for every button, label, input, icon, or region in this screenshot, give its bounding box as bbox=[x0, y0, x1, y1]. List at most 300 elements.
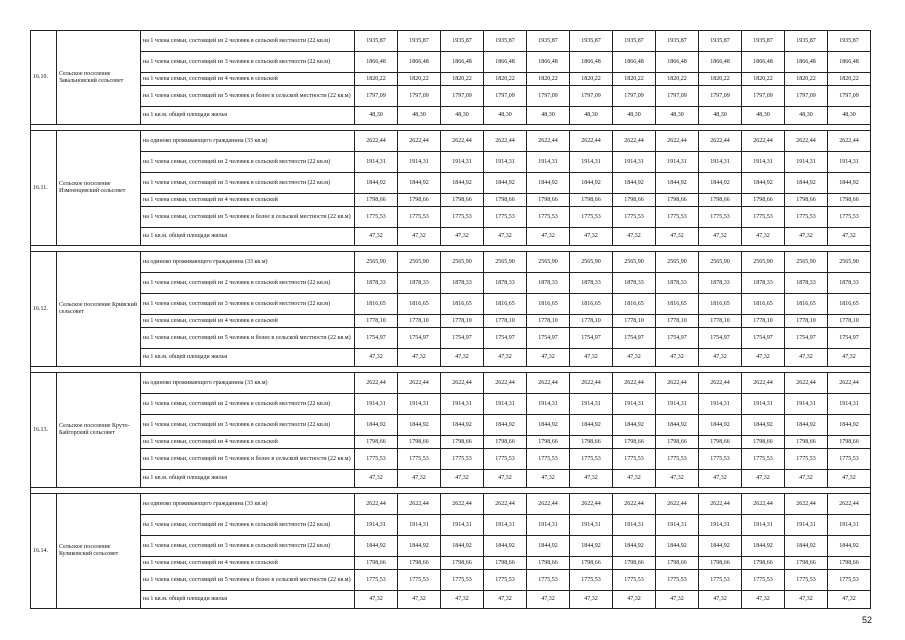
value-cell: 1844,92 bbox=[785, 415, 828, 436]
value-cell: 1778,10 bbox=[527, 315, 570, 328]
value-cell: 1844,92 bbox=[785, 536, 828, 557]
page-number: 52 bbox=[862, 615, 873, 625]
value-cell: 1798,66 bbox=[355, 557, 398, 570]
norm-label: на 1 члена семьи, состоящей из 3 человек в сельской местности (22 кв.м) bbox=[141, 294, 355, 315]
settlement-name: Сельское поселение Измоенцевский сельсовет bbox=[57, 131, 141, 246]
value-cell: 2565,90 bbox=[656, 252, 699, 273]
table-row bbox=[31, 194, 871, 207]
value-cell: 1844,92 bbox=[441, 173, 484, 194]
value-cell: 47,32 bbox=[742, 349, 785, 367]
value-cell: 47,32 bbox=[484, 591, 527, 609]
value-cell: 2622,44 bbox=[484, 131, 527, 152]
value-cell: 2622,44 bbox=[398, 494, 441, 515]
value-cell: 1778,10 bbox=[355, 315, 398, 328]
norm-label: на 1 члена семьи, состоящей из 4 человек в сельской bbox=[141, 73, 355, 86]
value-cell: 1935,87 bbox=[828, 31, 871, 52]
section-index: 16.14. bbox=[31, 494, 57, 609]
value-cell: 2622,44 bbox=[785, 373, 828, 394]
value-cell: 48,30 bbox=[527, 107, 570, 125]
value-cell: 1798,66 bbox=[527, 194, 570, 207]
value-cell: 1797,09 bbox=[570, 86, 613, 107]
value-cell: 1775,53 bbox=[484, 207, 527, 228]
value-cell: 1844,92 bbox=[656, 173, 699, 194]
value-cell: 48,30 bbox=[613, 107, 656, 125]
value-cell: 1844,92 bbox=[785, 173, 828, 194]
table-row bbox=[31, 349, 871, 367]
value-cell: 1798,66 bbox=[398, 194, 441, 207]
value-cell: 1798,66 bbox=[613, 436, 656, 449]
norm-label: на 1 члена семьи, состоящей из 5 человек и более в сельской местности (22 кв.м) bbox=[141, 449, 355, 470]
value-cell: 1914,31 bbox=[742, 152, 785, 173]
value-cell: 2622,44 bbox=[484, 494, 527, 515]
value-cell: 1775,53 bbox=[785, 449, 828, 470]
value-cell: 1914,31 bbox=[742, 515, 785, 536]
value-cell: 1775,53 bbox=[570, 570, 613, 591]
value-cell: 1798,66 bbox=[742, 436, 785, 449]
value-cell: 47,32 bbox=[656, 228, 699, 246]
value-cell: 1754,97 bbox=[484, 328, 527, 349]
value-cell: 2622,44 bbox=[613, 494, 656, 515]
value-cell: 1844,92 bbox=[570, 415, 613, 436]
value-cell: 1754,97 bbox=[828, 328, 871, 349]
table-row bbox=[31, 228, 871, 246]
value-cell: 1844,92 bbox=[656, 536, 699, 557]
value-cell: 1935,87 bbox=[785, 31, 828, 52]
value-cell: 1844,92 bbox=[613, 536, 656, 557]
norm-label: на одиноко проживающего гражданина (33 кв.м) bbox=[141, 252, 355, 273]
value-cell: 1844,92 bbox=[355, 536, 398, 557]
value-cell: 2622,44 bbox=[613, 373, 656, 394]
value-cell: 1778,10 bbox=[441, 315, 484, 328]
value-cell: 47,32 bbox=[613, 349, 656, 367]
value-cell: 1775,53 bbox=[613, 207, 656, 228]
value-cell: 1775,53 bbox=[484, 570, 527, 591]
table-row bbox=[31, 52, 871, 73]
value-cell: 1797,09 bbox=[441, 86, 484, 107]
value-cell: 1797,09 bbox=[355, 86, 398, 107]
value-cell: 1775,53 bbox=[742, 207, 785, 228]
value-cell: 2622,44 bbox=[699, 131, 742, 152]
table-row bbox=[31, 570, 871, 591]
value-cell: 1798,66 bbox=[613, 194, 656, 207]
value-cell: 2565,90 bbox=[699, 252, 742, 273]
value-cell: 1797,09 bbox=[484, 86, 527, 107]
value-cell: 1798,66 bbox=[355, 436, 398, 449]
value-cell: 1798,66 bbox=[355, 194, 398, 207]
value-cell: 1935,87 bbox=[613, 31, 656, 52]
value-cell: 47,32 bbox=[527, 591, 570, 609]
value-cell: 1775,53 bbox=[699, 570, 742, 591]
value-cell: 47,32 bbox=[613, 470, 656, 488]
value-cell: 1775,53 bbox=[527, 207, 570, 228]
section-index: 16.12. bbox=[31, 252, 57, 367]
value-cell: 1797,09 bbox=[742, 86, 785, 107]
value-cell: 1844,92 bbox=[355, 415, 398, 436]
table-row bbox=[31, 494, 871, 515]
table-row bbox=[31, 131, 871, 152]
value-cell: 1844,92 bbox=[742, 536, 785, 557]
value-cell: 1914,31 bbox=[441, 515, 484, 536]
value-cell: 1914,31 bbox=[484, 152, 527, 173]
value-cell: 1816,65 bbox=[570, 294, 613, 315]
value-cell: 1914,31 bbox=[355, 515, 398, 536]
value-cell: 47,32 bbox=[699, 470, 742, 488]
value-cell: 47,32 bbox=[441, 349, 484, 367]
table-row bbox=[31, 557, 871, 570]
value-cell: 2565,90 bbox=[785, 252, 828, 273]
value-cell: 1914,31 bbox=[570, 515, 613, 536]
value-cell: 47,32 bbox=[484, 228, 527, 246]
value-cell: 1878,33 bbox=[613, 273, 656, 294]
value-cell: 1844,92 bbox=[699, 536, 742, 557]
table-row bbox=[31, 415, 871, 436]
value-cell: 1935,87 bbox=[656, 31, 699, 52]
value-cell: 1844,92 bbox=[484, 536, 527, 557]
value-cell: 1798,66 bbox=[656, 557, 699, 570]
value-cell: 47,32 bbox=[828, 470, 871, 488]
value-cell: 1798,66 bbox=[785, 436, 828, 449]
value-cell: 1914,31 bbox=[785, 394, 828, 415]
value-cell: 1914,31 bbox=[742, 394, 785, 415]
value-cell: 1754,97 bbox=[656, 328, 699, 349]
value-cell: 1798,66 bbox=[613, 557, 656, 570]
value-cell: 1844,92 bbox=[699, 415, 742, 436]
value-cell: 1778,10 bbox=[828, 315, 871, 328]
value-cell: 1844,92 bbox=[484, 415, 527, 436]
value-cell: 1775,53 bbox=[441, 449, 484, 470]
value-cell: 1844,92 bbox=[398, 173, 441, 194]
value-cell: 1878,33 bbox=[527, 273, 570, 294]
value-cell: 1754,97 bbox=[699, 328, 742, 349]
value-cell: 1914,31 bbox=[828, 515, 871, 536]
table-row bbox=[31, 173, 871, 194]
table-row bbox=[31, 315, 871, 328]
norm-label: на 1 члена семьи, состоящей из 2 человек в сельской местности (22 кв.м) bbox=[141, 31, 355, 52]
norm-label: на одиноко проживающего гражданина (33 кв.м) bbox=[141, 494, 355, 515]
value-cell: 1914,31 bbox=[398, 152, 441, 173]
value-cell: 1914,31 bbox=[828, 152, 871, 173]
value-cell: 2622,44 bbox=[527, 494, 570, 515]
value-cell: 1866,48 bbox=[570, 52, 613, 73]
norm-label: на 1 члена семьи, состоящей из 3 человек в сельской местности (22 кв.м) bbox=[141, 52, 355, 73]
value-cell: 1816,65 bbox=[785, 294, 828, 315]
norm-label: на 1 члена семьи, состоящей из 2 человек в сельской местности (22 кв.м) bbox=[141, 273, 355, 294]
value-cell: 1914,31 bbox=[613, 152, 656, 173]
value-cell: 1775,53 bbox=[398, 207, 441, 228]
norm-label: на 1 кв.м. общей площади жилья bbox=[141, 107, 355, 125]
value-cell: 1778,10 bbox=[785, 315, 828, 328]
norm-label: на 1 кв.м. общей площади жилья bbox=[141, 591, 355, 609]
value-cell: 2622,44 bbox=[828, 131, 871, 152]
value-cell: 47,32 bbox=[484, 470, 527, 488]
value-cell: 1844,92 bbox=[398, 415, 441, 436]
value-cell: 1798,66 bbox=[441, 194, 484, 207]
value-cell: 1798,66 bbox=[527, 557, 570, 570]
value-cell: 1798,66 bbox=[742, 194, 785, 207]
norm-label: на 1 члена семьи, состоящей из 2 человек в сельской местности (22 кв.м) bbox=[141, 515, 355, 536]
value-cell: 1820,22 bbox=[656, 73, 699, 86]
value-cell: 2622,44 bbox=[398, 373, 441, 394]
value-cell: 1754,97 bbox=[613, 328, 656, 349]
value-cell: 47,32 bbox=[441, 591, 484, 609]
value-cell: 1914,31 bbox=[699, 152, 742, 173]
value-cell: 1914,31 bbox=[398, 394, 441, 415]
value-cell: 1935,87 bbox=[355, 31, 398, 52]
value-cell: 1878,33 bbox=[699, 273, 742, 294]
value-cell: 1914,31 bbox=[355, 394, 398, 415]
value-cell: 1820,22 bbox=[828, 73, 871, 86]
value-cell: 47,32 bbox=[613, 591, 656, 609]
value-cell: 1914,31 bbox=[828, 394, 871, 415]
value-cell: 1866,48 bbox=[742, 52, 785, 73]
value-cell: 1798,66 bbox=[441, 436, 484, 449]
value-cell: 1816,65 bbox=[613, 294, 656, 315]
table-row bbox=[31, 436, 871, 449]
value-cell: 47,32 bbox=[785, 228, 828, 246]
value-cell: 1816,65 bbox=[398, 294, 441, 315]
value-cell: 1754,97 bbox=[742, 328, 785, 349]
value-cell: 47,32 bbox=[398, 349, 441, 367]
value-cell: 48,30 bbox=[785, 107, 828, 125]
value-cell: 1775,53 bbox=[441, 207, 484, 228]
value-cell: 2622,44 bbox=[613, 131, 656, 152]
value-cell: 1844,92 bbox=[355, 173, 398, 194]
value-cell: 1866,48 bbox=[355, 52, 398, 73]
table-row bbox=[31, 449, 871, 470]
value-cell: 1914,31 bbox=[484, 515, 527, 536]
value-cell: 2622,44 bbox=[785, 131, 828, 152]
value-cell: 1914,31 bbox=[656, 152, 699, 173]
value-cell: 2622,44 bbox=[785, 494, 828, 515]
value-cell: 48,30 bbox=[570, 107, 613, 125]
norm-label: на 1 члена семьи, состоящей из 3 человек в сельской местности (22 кв.м) bbox=[141, 536, 355, 557]
value-cell: 1820,22 bbox=[527, 73, 570, 86]
value-cell: 47,32 bbox=[613, 228, 656, 246]
value-cell: 1775,53 bbox=[656, 449, 699, 470]
value-cell: 1798,66 bbox=[828, 557, 871, 570]
value-cell: 1935,87 bbox=[441, 31, 484, 52]
table-row bbox=[31, 470, 871, 488]
value-cell: 2622,44 bbox=[570, 494, 613, 515]
value-cell: 2622,44 bbox=[527, 131, 570, 152]
value-cell: 1816,65 bbox=[527, 294, 570, 315]
value-cell: 1914,31 bbox=[699, 515, 742, 536]
table-row bbox=[31, 152, 871, 173]
value-cell: 1844,92 bbox=[527, 415, 570, 436]
value-cell: 1797,09 bbox=[828, 86, 871, 107]
value-cell: 1866,48 bbox=[828, 52, 871, 73]
value-cell: 2622,44 bbox=[656, 131, 699, 152]
value-cell: 2565,90 bbox=[828, 252, 871, 273]
value-cell: 2622,44 bbox=[828, 373, 871, 394]
value-cell: 1914,31 bbox=[527, 394, 570, 415]
value-cell: 1775,53 bbox=[828, 207, 871, 228]
value-cell: 1797,09 bbox=[527, 86, 570, 107]
value-cell: 1798,66 bbox=[484, 436, 527, 449]
value-cell: 47,32 bbox=[742, 228, 785, 246]
value-cell: 1798,66 bbox=[742, 557, 785, 570]
value-cell: 1866,48 bbox=[613, 52, 656, 73]
value-cell: 1866,48 bbox=[527, 52, 570, 73]
value-cell: 1798,66 bbox=[699, 436, 742, 449]
value-cell: 47,32 bbox=[570, 591, 613, 609]
value-cell: 2622,44 bbox=[570, 131, 613, 152]
value-cell: 1914,31 bbox=[398, 515, 441, 536]
value-cell: 1775,53 bbox=[699, 449, 742, 470]
value-cell: 1820,22 bbox=[441, 73, 484, 86]
value-cell: 1775,53 bbox=[398, 449, 441, 470]
tariff-table bbox=[30, 30, 871, 609]
value-cell: 47,32 bbox=[785, 349, 828, 367]
value-cell: 1798,66 bbox=[398, 436, 441, 449]
value-cell: 48,30 bbox=[441, 107, 484, 125]
value-cell: 2622,44 bbox=[441, 373, 484, 394]
value-cell: 1844,92 bbox=[527, 173, 570, 194]
value-cell: 1798,66 bbox=[398, 557, 441, 570]
value-cell: 1775,53 bbox=[656, 570, 699, 591]
value-cell: 1775,53 bbox=[656, 207, 699, 228]
value-cell: 1935,87 bbox=[484, 31, 527, 52]
value-cell: 1844,92 bbox=[699, 173, 742, 194]
table-row bbox=[31, 536, 871, 557]
value-cell: 2622,44 bbox=[828, 494, 871, 515]
value-cell: 2622,44 bbox=[656, 494, 699, 515]
value-cell: 1797,09 bbox=[656, 86, 699, 107]
value-cell: 47,32 bbox=[527, 228, 570, 246]
value-cell: 48,30 bbox=[828, 107, 871, 125]
value-cell: 1797,09 bbox=[398, 86, 441, 107]
value-cell: 47,32 bbox=[355, 470, 398, 488]
value-cell: 1844,92 bbox=[484, 173, 527, 194]
value-cell: 47,32 bbox=[699, 349, 742, 367]
value-cell: 1775,53 bbox=[785, 570, 828, 591]
value-cell: 47,32 bbox=[355, 591, 398, 609]
norm-label: на 1 члена семьи, состоящей из 4 человек в сельской bbox=[141, 557, 355, 570]
value-cell: 47,32 bbox=[355, 228, 398, 246]
value-cell: 1914,31 bbox=[656, 515, 699, 536]
value-cell: 47,32 bbox=[656, 470, 699, 488]
value-cell: 1775,53 bbox=[785, 207, 828, 228]
value-cell: 1844,92 bbox=[656, 415, 699, 436]
norm-label: на 1 члена семьи, состоящей из 4 человек в сельской bbox=[141, 436, 355, 449]
value-cell: 48,30 bbox=[699, 107, 742, 125]
norm-label: на 1 члена семьи, состоящей из 4 человек в сельской bbox=[141, 194, 355, 207]
value-cell: 1816,65 bbox=[484, 294, 527, 315]
value-cell: 1866,48 bbox=[785, 52, 828, 73]
value-cell: 1778,10 bbox=[484, 315, 527, 328]
settlement-name: Сельское поселение Куликовский сельсовет bbox=[57, 494, 141, 609]
value-cell: 1798,66 bbox=[527, 436, 570, 449]
value-cell: 2565,90 bbox=[527, 252, 570, 273]
table-row bbox=[31, 73, 871, 86]
value-cell: 2622,44 bbox=[441, 494, 484, 515]
value-cell: 1844,92 bbox=[828, 415, 871, 436]
value-cell: 1914,31 bbox=[785, 515, 828, 536]
value-cell: 1754,97 bbox=[570, 328, 613, 349]
value-cell: 2565,90 bbox=[355, 252, 398, 273]
value-cell: 2622,44 bbox=[527, 373, 570, 394]
norm-label: на 1 члена семьи, состоящей из 3 человек в сельской местности (22 кв.м) bbox=[141, 173, 355, 194]
value-cell: 2622,44 bbox=[699, 373, 742, 394]
value-cell: 1878,33 bbox=[398, 273, 441, 294]
table-row bbox=[31, 107, 871, 125]
value-cell: 47,32 bbox=[656, 591, 699, 609]
value-cell: 1844,92 bbox=[441, 415, 484, 436]
value-cell: 1844,92 bbox=[527, 536, 570, 557]
value-cell: 1844,92 bbox=[570, 173, 613, 194]
value-cell: 1797,09 bbox=[785, 86, 828, 107]
value-cell: 2622,44 bbox=[742, 373, 785, 394]
value-cell: 47,32 bbox=[828, 228, 871, 246]
value-cell: 2565,90 bbox=[398, 252, 441, 273]
value-cell: 47,32 bbox=[828, 349, 871, 367]
value-cell: 1878,33 bbox=[441, 273, 484, 294]
value-cell: 1775,53 bbox=[742, 449, 785, 470]
section-index: 16.11. bbox=[31, 131, 57, 246]
value-cell: 1878,33 bbox=[742, 273, 785, 294]
value-cell: 1844,92 bbox=[613, 173, 656, 194]
value-cell: 1775,53 bbox=[441, 570, 484, 591]
value-cell: 47,32 bbox=[484, 349, 527, 367]
value-cell: 1878,33 bbox=[828, 273, 871, 294]
value-cell: 47,32 bbox=[785, 470, 828, 488]
value-cell: 2622,44 bbox=[484, 373, 527, 394]
settlement-name: Сельское поселение Круто-Байгорский сельсовет bbox=[57, 373, 141, 488]
value-cell: 2622,44 bbox=[355, 131, 398, 152]
value-cell: 1844,92 bbox=[742, 415, 785, 436]
value-cell: 1775,53 bbox=[742, 570, 785, 591]
norm-label: на 1 члена семьи, состоящей из 5 человек и более в сельской местности (22 кв.м) bbox=[141, 86, 355, 107]
value-cell: 1798,66 bbox=[656, 436, 699, 449]
value-cell: 1844,92 bbox=[828, 536, 871, 557]
value-cell: 2622,44 bbox=[398, 131, 441, 152]
value-cell: 1775,53 bbox=[570, 207, 613, 228]
value-cell: 48,30 bbox=[742, 107, 785, 125]
value-cell: 2622,44 bbox=[355, 373, 398, 394]
value-cell: 1775,53 bbox=[699, 207, 742, 228]
value-cell: 47,32 bbox=[785, 591, 828, 609]
table-row bbox=[31, 294, 871, 315]
value-cell: 1820,22 bbox=[355, 73, 398, 86]
value-cell: 1844,92 bbox=[613, 415, 656, 436]
table-row bbox=[31, 273, 871, 294]
norm-label: на одиноко проживающего гражданина (33 кв.м) bbox=[141, 131, 355, 152]
value-cell: 1820,22 bbox=[699, 73, 742, 86]
table-row bbox=[31, 86, 871, 107]
value-cell: 47,32 bbox=[742, 591, 785, 609]
value-cell: 1798,66 bbox=[570, 557, 613, 570]
value-cell: 47,32 bbox=[570, 228, 613, 246]
value-cell: 47,32 bbox=[398, 228, 441, 246]
norm-label: на 1 члена семьи, состоящей из 2 человек в сельской местности (22 кв.м) bbox=[141, 394, 355, 415]
value-cell: 1816,65 bbox=[828, 294, 871, 315]
settlement-name: Сельское поселение Завальновский сельсовет bbox=[57, 31, 141, 125]
value-cell: 1820,22 bbox=[398, 73, 441, 86]
value-cell: 2565,90 bbox=[613, 252, 656, 273]
value-cell: 1914,31 bbox=[527, 152, 570, 173]
table-row bbox=[31, 515, 871, 536]
value-cell: 1798,66 bbox=[699, 194, 742, 207]
table-row bbox=[31, 394, 871, 415]
value-cell: 47,32 bbox=[570, 470, 613, 488]
table-row bbox=[31, 373, 871, 394]
value-cell: 1878,33 bbox=[484, 273, 527, 294]
value-cell: 2565,90 bbox=[742, 252, 785, 273]
value-cell: 47,32 bbox=[527, 470, 570, 488]
value-cell: 1935,87 bbox=[699, 31, 742, 52]
tariff-table-body bbox=[31, 31, 871, 609]
value-cell: 1798,66 bbox=[570, 194, 613, 207]
